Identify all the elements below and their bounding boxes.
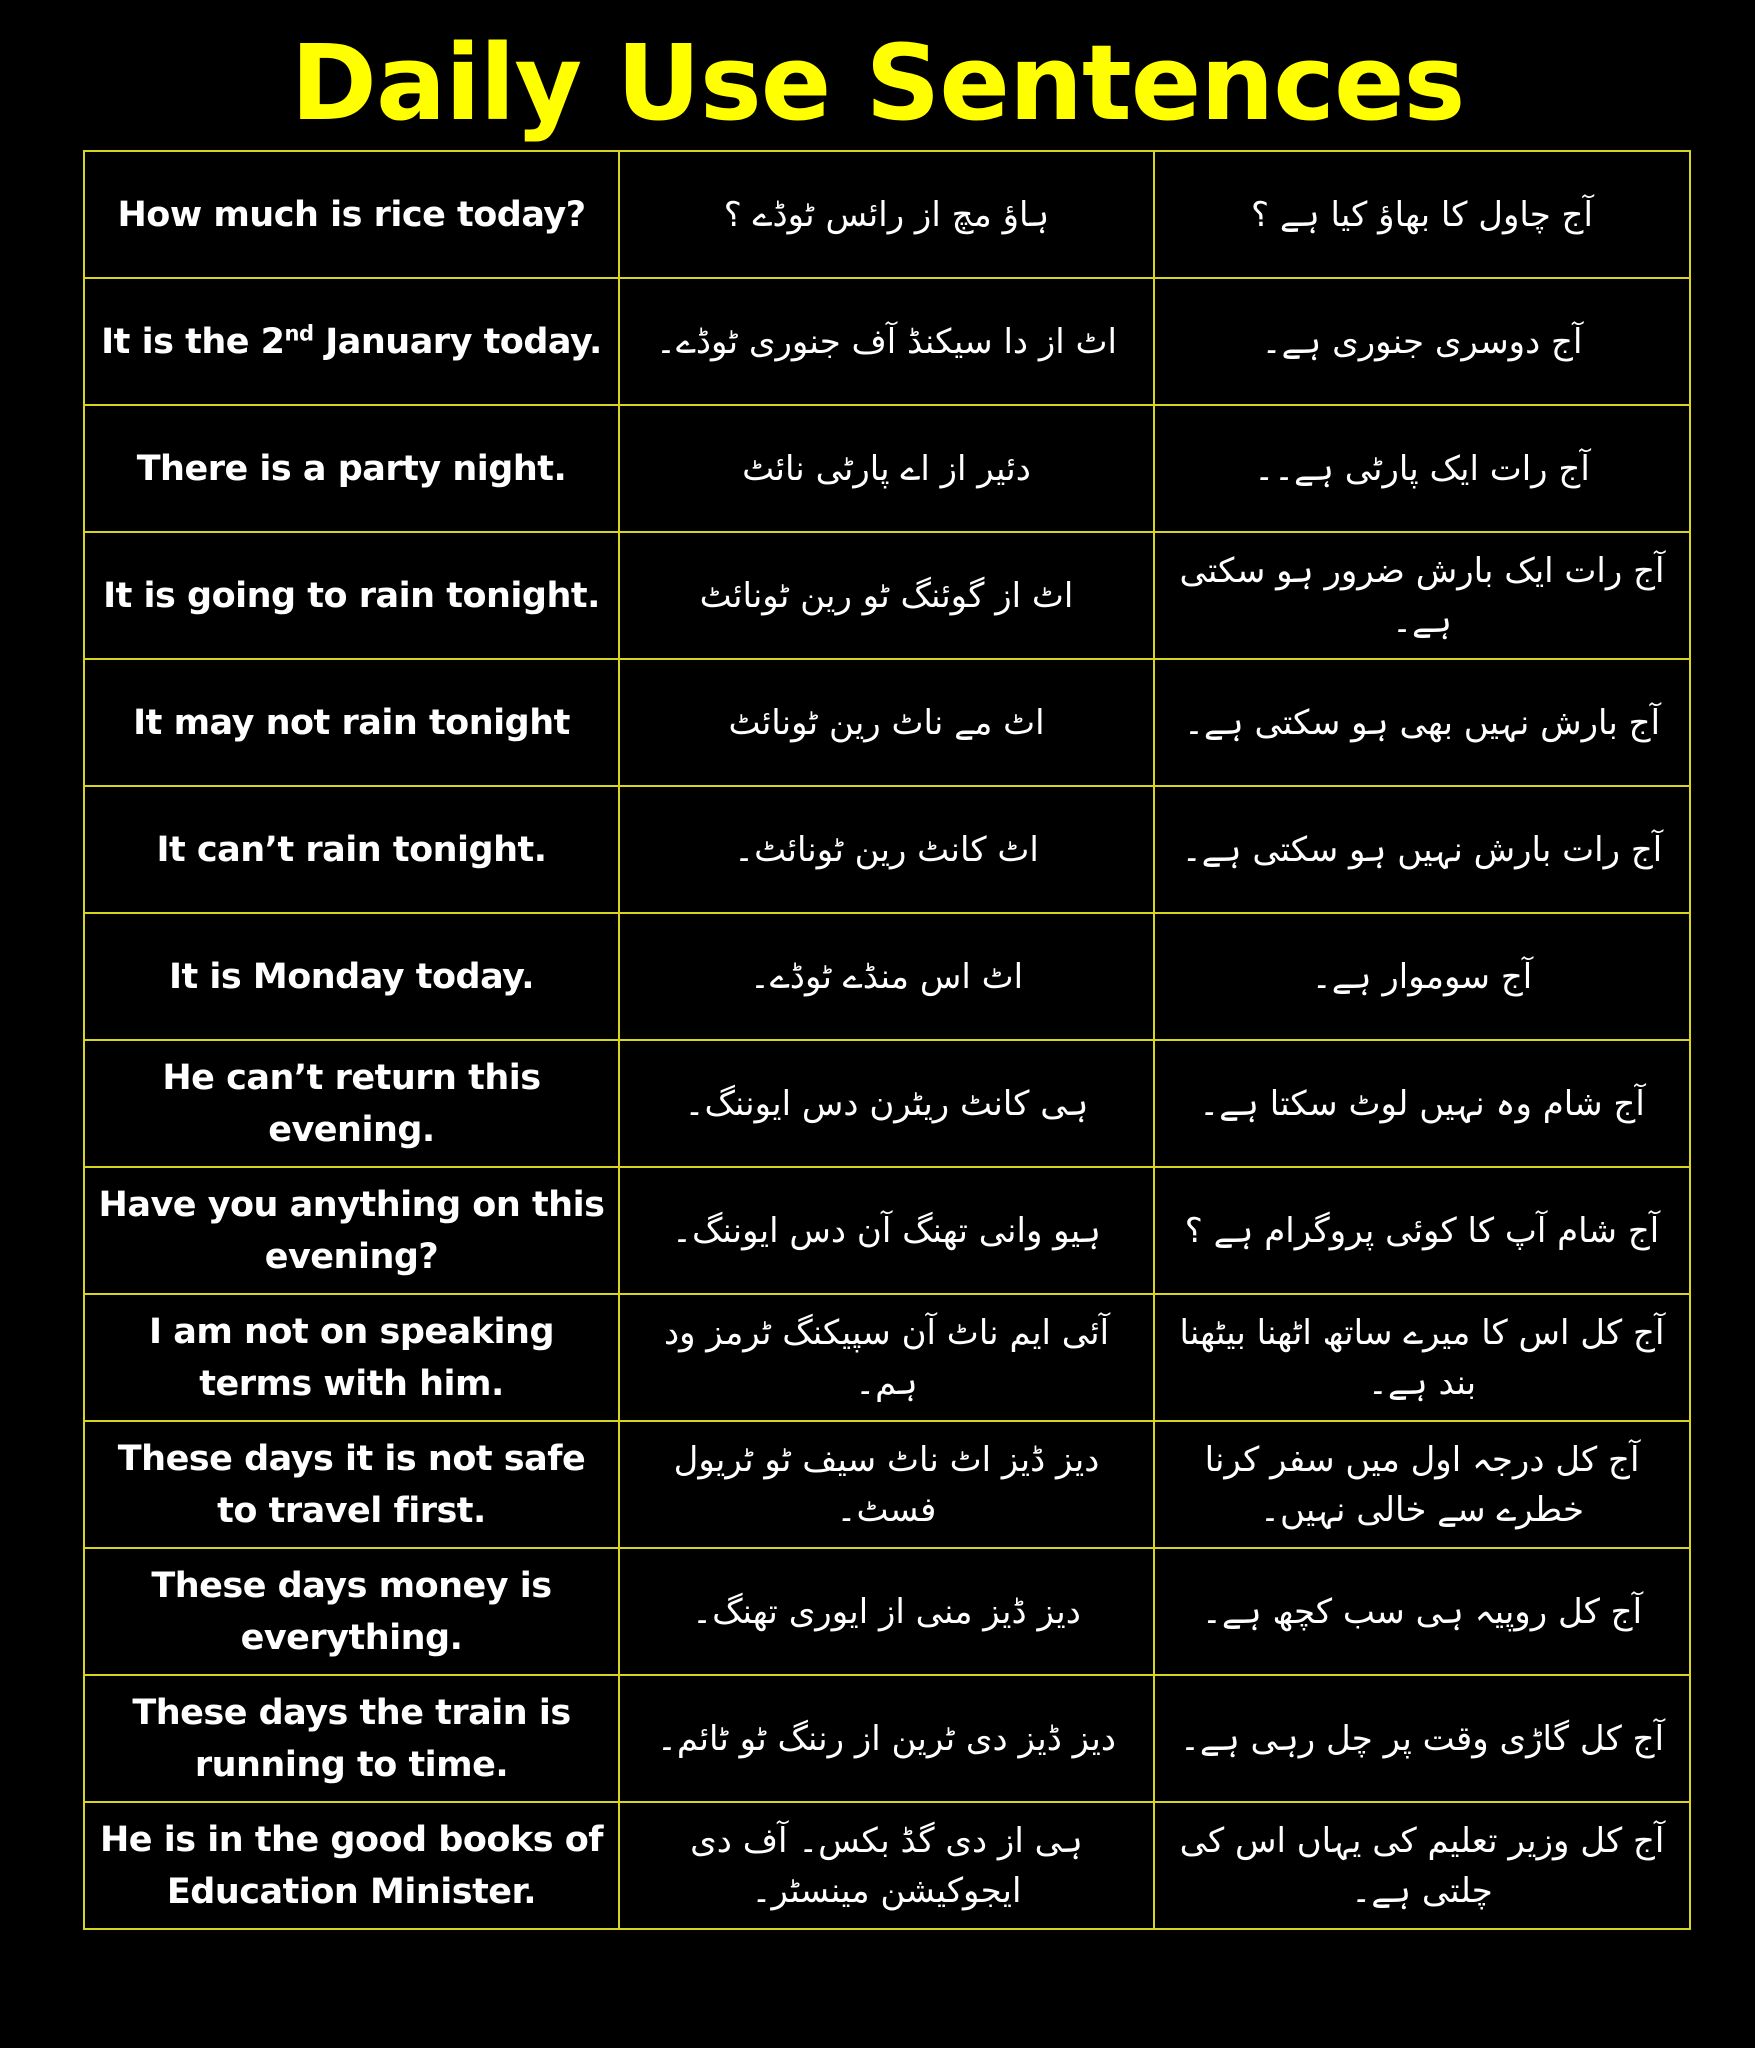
english-sentence: I am not on speaking terms with him. (84, 1294, 619, 1421)
urdu-transliteration: ہی کانٹ ریٹرن دس ایوننگ۔ (619, 1040, 1154, 1167)
urdu-transliteration: ہاؤ مچ از رائس ٹوڈے ؟ (619, 151, 1154, 278)
english-sentence: It may not rain tonight (84, 659, 619, 786)
page-title: Daily Use Sentences (290, 22, 1465, 144)
english-sentence: How much is rice today? (84, 151, 619, 278)
english-sentence: Have you anything on this evening? (84, 1167, 619, 1294)
urdu-translation: آج کل اس کا میرے ساتھ اٹھنا بیٹھنا بند ہے۔ (1154, 1294, 1690, 1421)
english-sentence-part: January today. (313, 321, 602, 362)
urdu-translation: آج شام وہ نہیں لوٹ سکتا ہے۔ (1154, 1040, 1690, 1167)
table-row (84, 1675, 1690, 1802)
table-row (84, 278, 1690, 405)
urdu-transliteration: اٹ مے ناٹ رین ٹونائٹ (619, 659, 1154, 786)
urdu-translation: آج کل روپیہ ہی سب کچھ ہے۔ (1154, 1548, 1690, 1675)
urdu-transliteration: ہیو وانی تھنگ آن دس ایوننگ۔ (619, 1167, 1154, 1294)
english-sentence-part: It is the 2 (101, 321, 285, 362)
urdu-transliteration: دیز ڈیز اٹ ناٹ سیف ٹو ٹریول فسٹ۔ (619, 1421, 1154, 1548)
table-row (84, 1802, 1690, 1929)
urdu-transliteration: اٹ کانٹ رین ٹونائٹ۔ (619, 786, 1154, 913)
urdu-transliteration: دئیر از اے پارٹی نائٹ (619, 405, 1154, 532)
urdu-transliteration: آئی ایم ناٹ آن سپیکنگ ٹرمز ود ہم۔ (619, 1294, 1154, 1421)
sentences-table (83, 150, 1691, 1930)
ordinal-suffix: nd (284, 320, 314, 345)
urdu-transliteration: اٹ اس منڈے ٹوڈے۔ (619, 913, 1154, 1040)
urdu-translation: آج دوسری جنوری ہے۔ (1154, 278, 1690, 405)
urdu-transliteration: اٹ از دا سیکنڈ آف جنوری ٹوڈے۔ (619, 278, 1154, 405)
english-sentence: There is a party night. (84, 405, 619, 532)
table-row (84, 532, 1690, 659)
english-sentence: He can’t return this evening. (84, 1040, 619, 1167)
english-sentence: These days the train is running to time. (84, 1675, 619, 1802)
urdu-translation: آج سوموار ہے۔ (1154, 913, 1690, 1040)
table-row (84, 1548, 1690, 1675)
urdu-transliteration: اٹ از گوئنگ ٹو رین ٹونائٹ (619, 532, 1154, 659)
urdu-translation: آج کل گاڑی وقت پر چل رہی ہے۔ (1154, 1675, 1690, 1802)
english-sentence: He is in the good books of Education Minister. (84, 1802, 619, 1929)
table-row (84, 1421, 1690, 1548)
urdu-transliteration: دیز ڈیز منی از ایوری تھنگ۔ (619, 1548, 1154, 1675)
table-row (84, 913, 1690, 1040)
table-row (84, 151, 1690, 278)
urdu-translation: آج کل درجہ اول میں سفر کرنا خطرے سے خالی نہیں۔ (1154, 1421, 1690, 1548)
urdu-translation: آج چاول کا بھاؤ کیا ہے ؟ (1154, 151, 1690, 278)
urdu-translation: آج بارش نہیں بھی ہو سکتی ہے۔ (1154, 659, 1690, 786)
urdu-transliteration: ہی از دی گڈ بکس۔ آف دی ایجوکیشن مینسٹر۔ (619, 1802, 1154, 1929)
english-sentence: These days money is everything. (84, 1548, 619, 1675)
english-sentence: It is Monday today. (84, 913, 619, 1040)
english-sentence (84, 278, 619, 405)
english-sentence: It can’t rain tonight. (84, 786, 619, 913)
table-row (84, 1294, 1690, 1421)
english-sentence: It is going to rain tonight. (84, 532, 619, 659)
english-sentence: These days it is not safe to travel first. (84, 1421, 619, 1548)
table-row (84, 1040, 1690, 1167)
table-row (84, 786, 1690, 913)
urdu-translation: آج رات ایک پارٹی ہے۔۔ (1154, 405, 1690, 532)
table-row (84, 1167, 1690, 1294)
table-row (84, 405, 1690, 532)
table-row (84, 659, 1690, 786)
urdu-translation: آج شام آپ کا کوئی پروگرام ہے ؟ (1154, 1167, 1690, 1294)
urdu-translation: آج رات بارش نہیں ہو سکتی ہے۔ (1154, 786, 1690, 913)
urdu-transliteration: دیز ڈیز دی ٹرین از رننگ ٹو ٹائم۔ (619, 1675, 1154, 1802)
urdu-translation: آج کل وزیر تعلیم کی یہاں اس کی چلتی ہے۔ (1154, 1802, 1690, 1929)
urdu-translation: آج رات ایک بارش ضرور ہو سکتی ہے۔ (1154, 532, 1690, 659)
